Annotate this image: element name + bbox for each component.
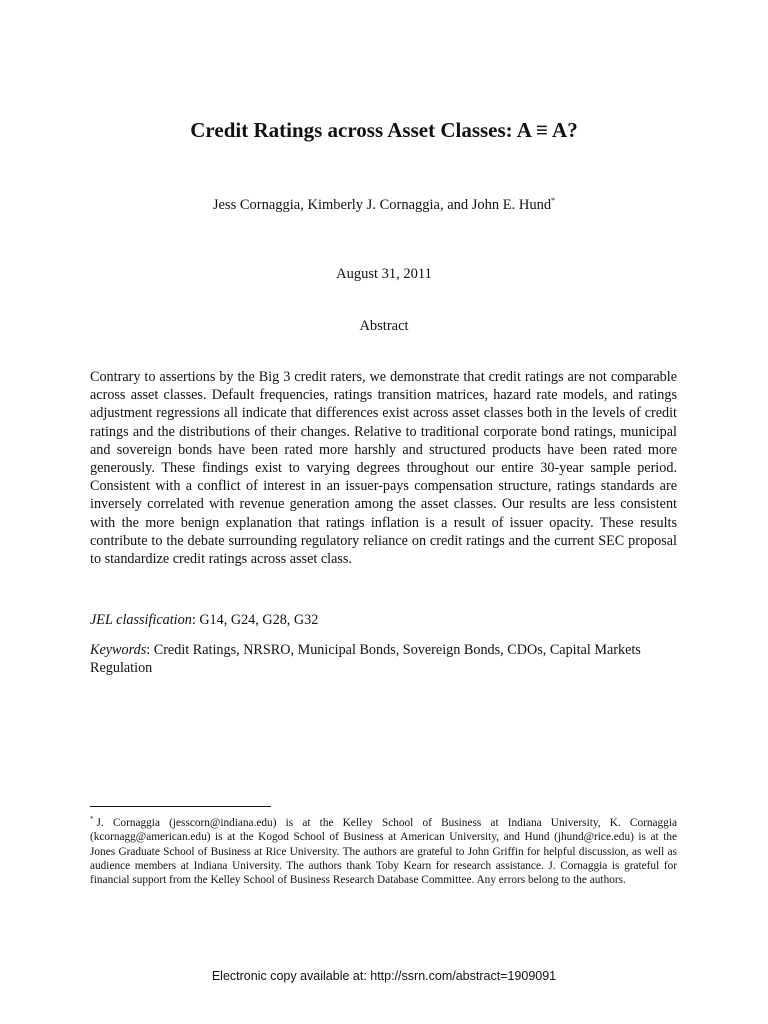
jel-codes: G14, G24, G28, G32 [199, 612, 319, 628]
jel-label: JEL classification [90, 612, 192, 628]
jel-classification [90, 611, 677, 629]
keywords-separator: : [146, 642, 154, 658]
paper-date: August 31, 2011 [336, 266, 432, 282]
keywords-list: Credit Ratings, NRSRO, Municipal Bonds, Sovereign Bonds, CDOs, Capital Markets Regulation [90, 642, 641, 677]
footnote-mark: * [90, 815, 94, 823]
author-footnote [90, 812, 677, 888]
keywords-line [90, 641, 677, 677]
paper-title: Credit Ratings across Asset Classes: A ≡ A? [190, 118, 578, 142]
footnote-text: J. Cornaggia (jesscorn@indiana.edu) is at the Kelley School of Business at Indiana University, K. Cornaggia (kcornagg@american.edu) is at the Kogod School of Business at American University, and Hund (jhund@rice.edu) is at the Jones Graduate School of Business at Rice University. The authors are grateful to John Griffin for helpful discussion, as well as audience members at Indiana University. The authors thank Toby Kearn for research assistance. J. Cornaggia is grateful for financial support from the Kelley School of Business Research Database Committee. Any errors belong to the authors. [90, 816, 677, 887]
author-footnote-mark: * [551, 196, 556, 205]
keywords-label: Keywords [90, 642, 147, 658]
abstract-body: Contrary to assertions by the Big 3 credit raters, we demonstrate that credit ratings are not comparable across asset classes. Default frequencies, ratings transition matrices, hazard rate models, and ratings adjustment regressions all indicate that differences exist across asset classes both in the levels of credit ratings and the distributions of their changes. Relative to traditional corporate bond ratings, municipal and sovereign bonds have been rated more harshly and structured products have been rated more generously. These findings exist to varying degrees throughout our entire 30-year sample period. Consistent with a conflict of interest in an issuer-pays compensation structure, ratings standards are inversely correlated with revenue generation among the asset classes. Our results are less consistent with the more benign explanation that ratings inflation is a result of issuer opacity. These results contribute to the debate surrounding regulatory reliance on credit ratings and the current SEC proposal to standardize credit ratings across asset class. [90, 369, 677, 568]
abstract-heading: Abstract [359, 318, 409, 334]
author-names: Jess Cornaggia, Kimberly J. Cornaggia, and John E. Hund [212, 196, 552, 213]
footnote-divider [90, 806, 271, 807]
ssrn-notice: Electronic copy available at: http://ssrn.com/abstract=1909091 [211, 969, 557, 983]
author-list [0, 196, 768, 214]
jel-separator: : [191, 612, 200, 628]
